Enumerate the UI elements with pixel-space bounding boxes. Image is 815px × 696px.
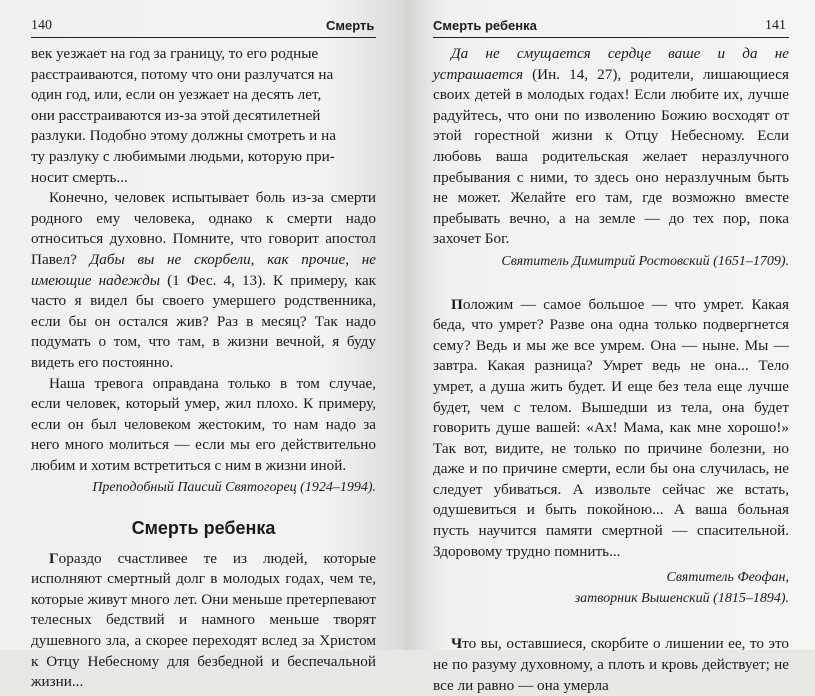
right-page-text (433, 44, 789, 696)
paragraph: Наша тревога оправдана только в том случае, если человек, который умер, жил плохо. К примеру, если он был человеком жестоким, то нам надо за него много молиться — если мы его действительно любим и хотим встретиться с ним в жизни иной. (31, 374, 376, 474)
author-signature: Святитель Димитрий Ростовский (1651–1709). (501, 253, 789, 269)
paragraph-text: (Ин. 14, 27), родители, лишающиеся своих детей в молодых годах! Если любите их, лучше радуйтесь, что они по изволению Божию восходят от этой горестной жизни к Отцу Небесному. Если любовь ваша родительская желает неразлучного пребывания с ними, то здесь оно неразлучным быть не может. Желайте его там, где возможно вместе пребывать вечно, а на земле — до тех пор, пока захочет Бог. (433, 65, 789, 248)
paragraph-text: (1 Фес. 4, 13). К примеру, как часто я видел бы своего умершего родственника, если бы он остался жив? Раз в месяц? Так надо подумать о том, что там, в жизни вечной, я буду видеть его постоянно. (31, 271, 376, 371)
text-line: век уезжает на год за границу, то его родные (31, 45, 319, 62)
left-page-text (31, 44, 376, 693)
header-rule (433, 37, 789, 38)
scripture-quote: Да не смущается сердце ваше и да не устрашается (433, 45, 789, 83)
author-signature: Преподобный Паисий Святогорец (1924–1994). (92, 480, 376, 496)
paragraph (31, 549, 376, 693)
header-rule (31, 37, 376, 38)
running-title: Смерть (326, 18, 375, 33)
spacer (433, 609, 789, 634)
text-line: расстраиваются, потому что они разлучатся на (31, 65, 334, 83)
initial-letter: Г (49, 549, 59, 567)
text-line: носит смерть... (31, 168, 128, 186)
paragraph-text: Конечно, человек испытывает боль из-за смерти родного ему человека, однако к смерти надо относиться духовно. Помните, что говорит апостол Павел? (31, 189, 376, 268)
paragraph-text: оложим — самое большое — что умрет. Какая беда, что умрет? Разве она одна только подвергнется сему? Ведь и мы же все умрем. Она — ныне. Мы — завтра. Какая разница? Умрет ведь не она... Тело умрет, а душа жить будет. И еще без тела еще лучше будет, чем с телом. Вышедши из тела, она будет говорить душе вашей: «Ах! Мама, как мне хорошо!» Так вот, видите, не только по причине болезни, но даже и по причине смерти, если бы она случилась, не следует убиваться. А извольте сейчас же встать, одушевиться и быть покойною... А ваша больная пусть научится памяти смертной — спасительной. Здоровому трудно помнить... (433, 295, 789, 560)
author-signature: Святитель Феофан, (666, 570, 789, 586)
page-number: 140 (31, 18, 52, 33)
spacer (433, 273, 789, 295)
text-line: один год, или, если он уезжает на десять лет, (31, 86, 322, 104)
scripture-quote: Дабы вы не скорбели, как прочие, не имеющие надежды (31, 250, 377, 289)
left-page (0, 0, 405, 691)
page-number: 141 (765, 18, 786, 33)
paragraph (433, 44, 789, 250)
text-line: разлуки. Подобно этому должны смотреть и на (31, 127, 336, 145)
paragraph (433, 295, 789, 563)
paragraph-text: ораздо счастливее те из людей, которые исполняют смертный долг в молодых годах, чем те, которые живут много лет. Они меньше претерпевают телесных бедствий и намного меньше творят душевного зла, а скорее переходят вслед за Христом к Отцу Небесному для безбедной и беспечальной жизни... (31, 549, 376, 691)
initial-letter: Ч (451, 635, 463, 653)
text-line: ту разлуку с любимыми людьми, которую при- (31, 147, 335, 165)
author-signature: затворник Вышенский (1815–1894). (574, 590, 789, 606)
right-page (405, 0, 815, 694)
paragraph (433, 634, 789, 696)
paragraph (31, 188, 376, 373)
initial-letter: П (451, 295, 463, 313)
section-heading: Смерть ребенка (131, 518, 276, 539)
paragraph-text: то вы, оставшиеся, скорбите о лишении ее, то это не по разуму духовному, а плоть и кровь действует; не все ли равно — она умерла (433, 635, 789, 694)
running-title: Смерть ребенка (433, 18, 537, 33)
text-line: они расстраиваются из-за этой десятилетней (31, 106, 321, 124)
paragraph-continued (31, 44, 376, 188)
